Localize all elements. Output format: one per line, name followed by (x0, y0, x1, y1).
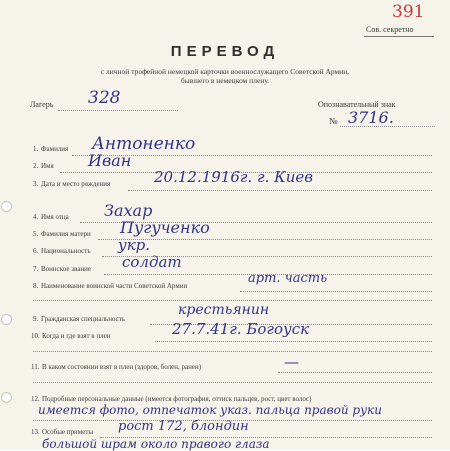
field-12-number: 12. (31, 395, 40, 403)
tag-line (340, 126, 435, 127)
field-5-label: Фамилия матери (41, 230, 91, 238)
field-12-value: имеется фото, отпечаток указ. пальца правой руки (38, 403, 382, 417)
field-7-number: 7. (33, 265, 39, 273)
field-3-number: 3. (33, 180, 39, 188)
field-4-label: Имя отца (41, 213, 69, 221)
field-9-value: крестьянин (178, 302, 270, 318)
field-4-value: Захар (104, 201, 153, 220)
tag-label: Опознавательный знак (318, 100, 396, 109)
field-11-line-2 (33, 382, 432, 383)
field-5-number: 5. (33, 230, 39, 238)
tag-number-sign: № (329, 116, 338, 126)
field-5-value: Пугученко (120, 218, 210, 237)
field-1-number: 1. (33, 145, 39, 153)
field-11-number: 11. (31, 363, 40, 371)
field-2-label: Имя (41, 162, 54, 170)
field-11-line (278, 372, 432, 373)
camp-line (58, 110, 178, 111)
field-10-number: 10. (31, 332, 40, 340)
field-2-number: 2. (33, 162, 39, 170)
punch-hole (1, 392, 12, 403)
secrecy-stamp: Сов. секретно (366, 25, 414, 34)
field-13-value: рост 172, блондин (118, 419, 249, 434)
field-9-label: Гражданская специальность (41, 315, 126, 323)
field-10-line (155, 341, 432, 342)
field-8-label: Наименование воинской части Советской Армии (41, 282, 188, 290)
field-8-value: арт. часть (248, 271, 328, 286)
document-subtitle (0, 67, 450, 85)
camp-label: Лагерь (30, 100, 54, 109)
subtitle-line-1: с личной трофейной немецкой карточки военнослужащего Советской Армии, (100, 67, 350, 76)
page-number: 391 (392, 2, 425, 22)
punch-hole (1, 201, 12, 212)
field-7-label: Воинское звание (41, 265, 91, 273)
field-1-value: Антоненко (92, 134, 196, 154)
field-6-number: 6. (33, 247, 39, 255)
field-10-value: 27.7.41г. Богоуск (172, 320, 310, 338)
field-8-line-2 (33, 300, 432, 301)
field-8-number: 8. (33, 282, 39, 290)
field-13-continuation: большой шрам около правого глаза (42, 437, 270, 451)
field-13-label: Особые приметы (42, 428, 94, 436)
field-1-label: Фамилия (41, 145, 69, 153)
secrecy-underline (364, 36, 434, 37)
field-13-number: 13. (31, 428, 40, 436)
field-11-label: В каком состоянии взят в плен (здоров, болен, ранен) (42, 363, 202, 371)
field-12-label: Подробные персональные данные (имеется фотография, оттиск пальцев, рост, цвет волос) (42, 395, 312, 403)
field-3-line (128, 190, 432, 191)
document-title: ПЕРЕВОД (170, 43, 280, 60)
field-2-value: Иван (88, 151, 132, 170)
field-6-label: Национальность (41, 247, 91, 255)
field-11-value: — (284, 353, 299, 371)
field-3-label: Дата и место рождения (41, 180, 111, 188)
field-3-value: 20.12.1916г. г. Киев (154, 168, 313, 186)
subtitle-line-2: бывшего в немецком плену. (180, 76, 270, 85)
field-7-value: солдат (122, 253, 182, 271)
field-10-label: Когда и где взят в плен (42, 332, 111, 340)
field-4-number: 4. (33, 213, 39, 221)
camp-value: 328 (88, 88, 121, 108)
field-9-number: 9. (33, 315, 39, 323)
tag-value: 3716. (348, 108, 394, 127)
field-8-line (240, 291, 432, 292)
punch-hole (1, 314, 12, 325)
field-10-line-2 (33, 351, 432, 352)
field-6-value: укр. (118, 236, 151, 254)
